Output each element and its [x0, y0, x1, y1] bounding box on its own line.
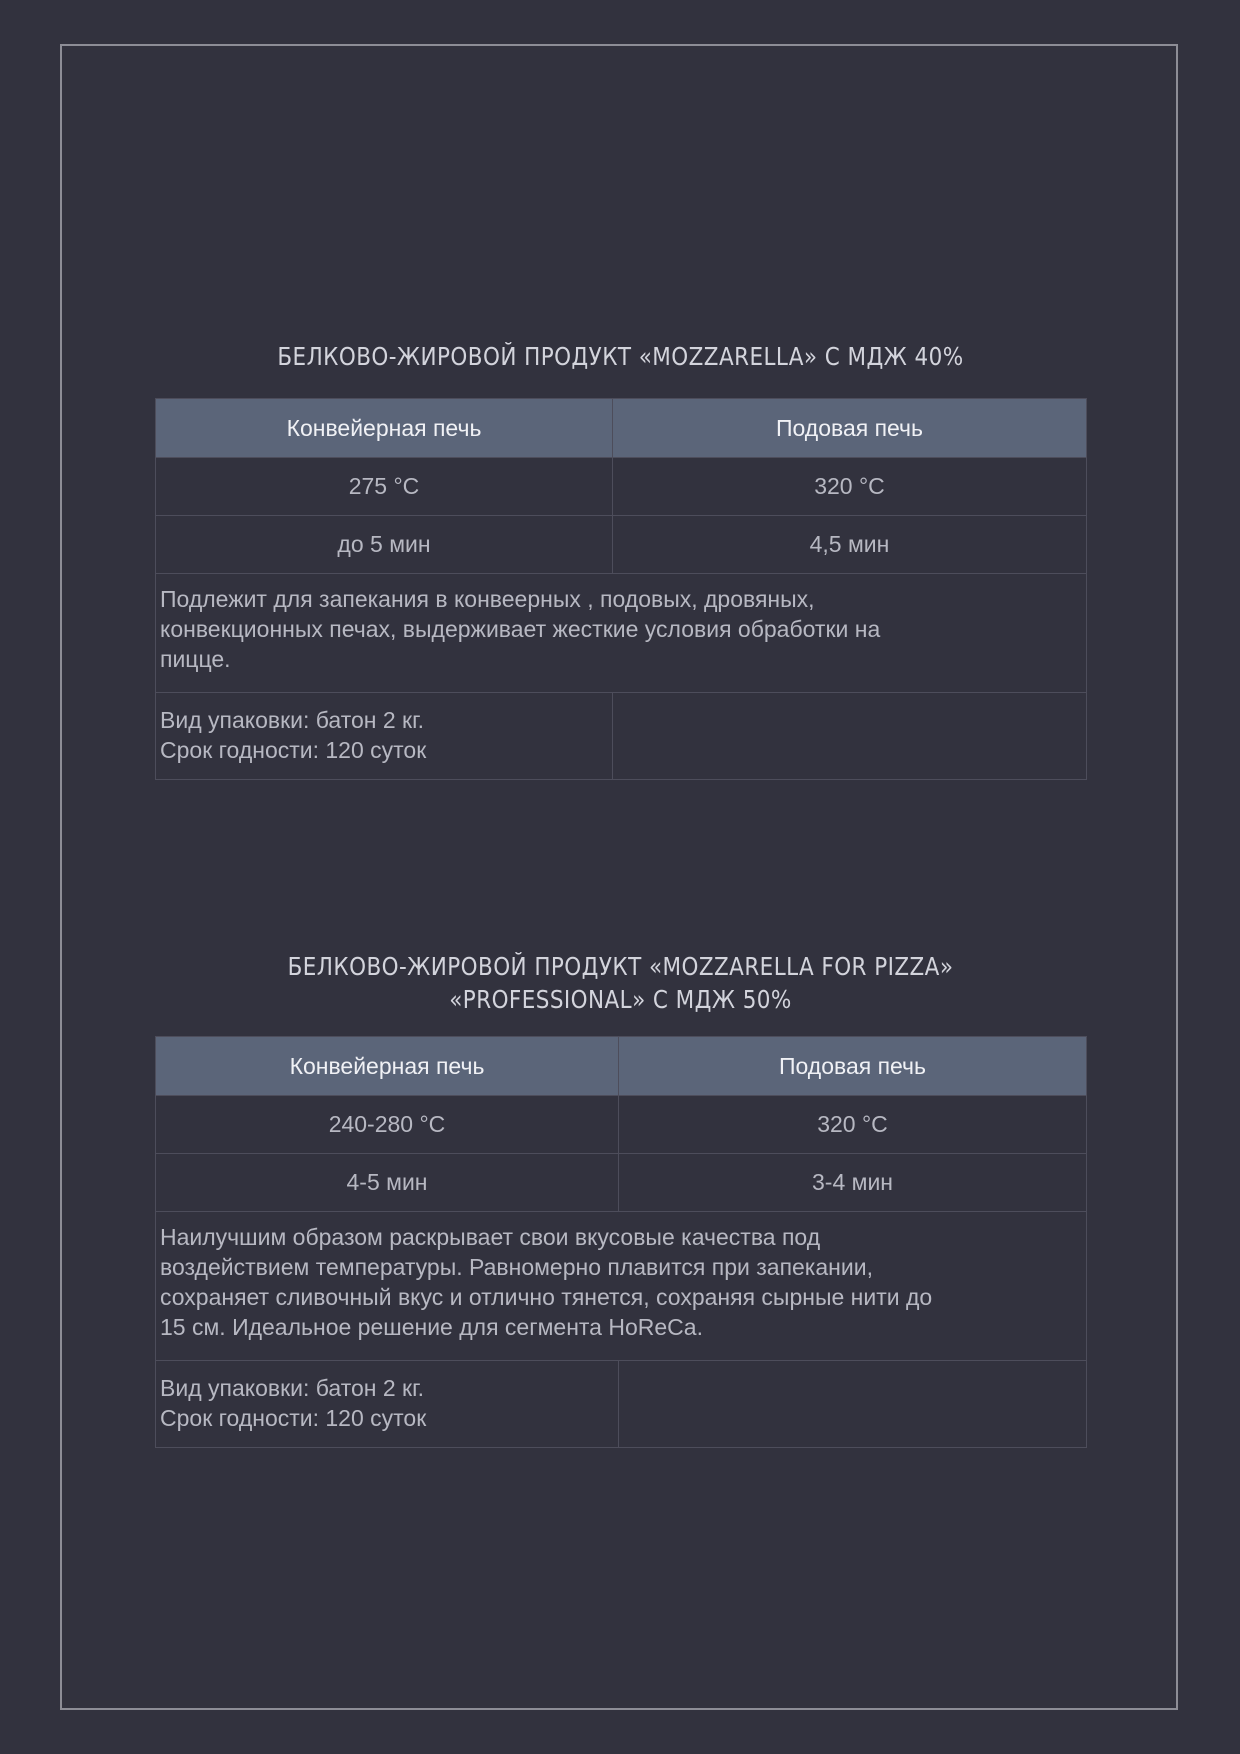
package-type: Вид упаковки: батон 2 кг. — [160, 1375, 425, 1401]
packaging-info — [156, 693, 613, 780]
conveyor-temperature: 275 °C — [156, 458, 613, 516]
baking-spec-table — [155, 398, 1087, 780]
product-title-line: БЕЛКОВО-ЖИРОВОЙ ПРОДУКТ «MOZZARELLA» С МДЖ 40% — [277, 342, 964, 371]
product-section-mozzarella-50 — [155, 950, 1086, 1448]
conveyor-time: до 5 мин — [156, 516, 613, 574]
conveyor-temperature: 240-280 °C — [156, 1096, 619, 1154]
package-type: Вид упаковки: батон 2 кг. — [160, 707, 425, 733]
description-line: сохраняет сливочный вкус и отлично тянется, сохраняя сырные нити до — [160, 1284, 933, 1310]
table-header-row — [156, 399, 1087, 458]
header-conveyor-oven: Конвейерная печь — [156, 399, 613, 458]
description-line: Наилучшим образом раскрывает свои вкусовые качества под — [160, 1224, 821, 1250]
description-line: Подлежит для запекания в конвеерных , подовых, дровяных, — [160, 586, 815, 612]
header-deck-oven: Подовая печь — [613, 399, 1087, 458]
header-conveyor-oven: Конвейерная печь — [156, 1037, 619, 1096]
shelf-life: Срок годности: 120 суток — [160, 1405, 427, 1431]
table-row-temperature — [156, 1096, 1087, 1154]
description-line: конвекционных печах, выдерживает жесткие условия обработки на — [160, 616, 881, 642]
deck-temperature: 320 °C — [619, 1096, 1087, 1154]
shelf-life: Срок годности: 120 суток — [160, 737, 427, 763]
table-row-temperature — [156, 458, 1087, 516]
description-line: пицце. — [160, 646, 231, 672]
product-description — [156, 574, 1087, 693]
product-title-line: «PROFESSIONAL» С МДЖ 50% — [449, 985, 792, 1014]
table-row-description — [156, 574, 1087, 693]
product-description — [156, 1212, 1087, 1361]
table-row-time — [156, 516, 1087, 574]
header-deck-oven: Подовая печь — [619, 1037, 1087, 1096]
empty-cell — [619, 1361, 1087, 1448]
deck-temperature: 320 °C — [613, 458, 1087, 516]
conveyor-time: 4-5 мин — [156, 1154, 619, 1212]
description-line: 15 см. Идеальное решение для сегмента HoReCa. — [160, 1314, 703, 1340]
product-title-line: БЕЛКОВО-ЖИРОВОЙ ПРОДУКТ «MOZZARELLA FOR PIZZA» — [287, 952, 954, 981]
product-section-mozzarella-40 — [155, 332, 1086, 780]
table-row-description — [156, 1212, 1087, 1361]
empty-cell — [613, 693, 1087, 780]
product-title — [220, 332, 1021, 398]
deck-time: 3-4 мин — [619, 1154, 1087, 1212]
table-header-row — [156, 1037, 1087, 1096]
product-title — [220, 950, 1021, 1036]
deck-time: 4,5 мин — [613, 516, 1087, 574]
table-row-packaging — [156, 1361, 1087, 1448]
page-frame-border — [60, 44, 1178, 1710]
description-line: воздействием температуры. Равномерно плавится при запекании, — [160, 1254, 873, 1280]
table-row-time — [156, 1154, 1087, 1212]
table-row-packaging — [156, 693, 1087, 780]
baking-spec-table — [155, 1036, 1087, 1448]
packaging-info — [156, 1361, 619, 1448]
